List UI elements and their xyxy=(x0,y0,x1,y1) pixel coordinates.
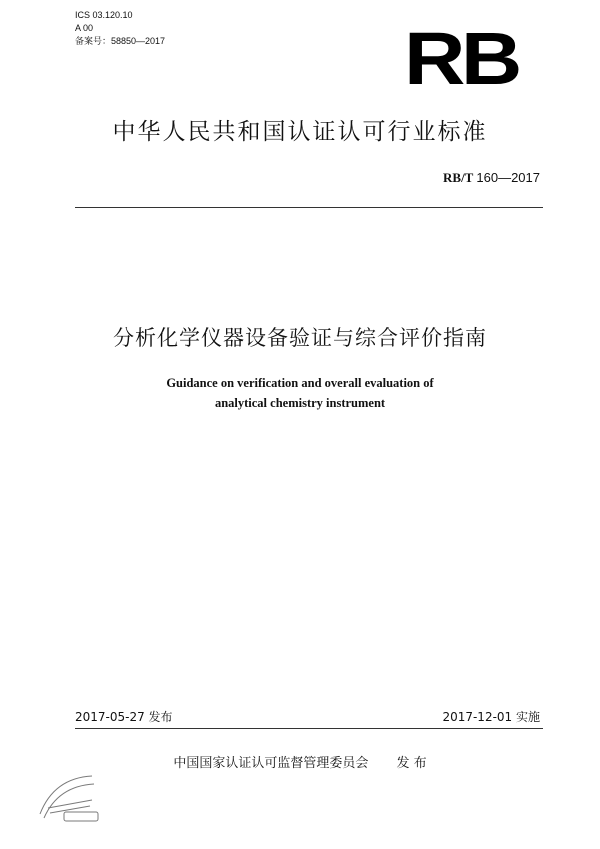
standard-type-heading: 中华人民共和国认证认可行业标准 xyxy=(112,119,488,145)
issue-date: 2017-05-27 发布 xyxy=(75,710,173,724)
rb-logo: RB xyxy=(404,17,518,100)
document-title-english xyxy=(0,373,600,413)
title-english-line1: Guidance on verification and overall evaluation of xyxy=(166,376,434,390)
classification-block xyxy=(75,9,165,48)
ccs-code: A 00 xyxy=(75,23,94,33)
title-english-line2: analytical chemistry instrument xyxy=(214,396,386,410)
standard-prefix: RB/T xyxy=(443,170,474,185)
issuer-action: 发 布 xyxy=(396,756,427,771)
footer-divider xyxy=(75,728,543,729)
implementation-date: 2017-12-01 实施 xyxy=(442,710,540,724)
standard-code: 160—2017 xyxy=(476,170,540,185)
watermark-stamp-icon xyxy=(34,768,130,826)
document-title-chinese: 分析化学仪器设备验证与综合评价指南 xyxy=(113,326,487,350)
ics-code: ICS 03.120.10 xyxy=(75,10,133,20)
issuer-organization: 中国国家认证认可监督管理委员会 xyxy=(173,756,369,771)
standard-number xyxy=(443,170,540,186)
filing-number: 备案号：58850—2017 xyxy=(75,36,166,46)
header-divider xyxy=(75,207,543,208)
